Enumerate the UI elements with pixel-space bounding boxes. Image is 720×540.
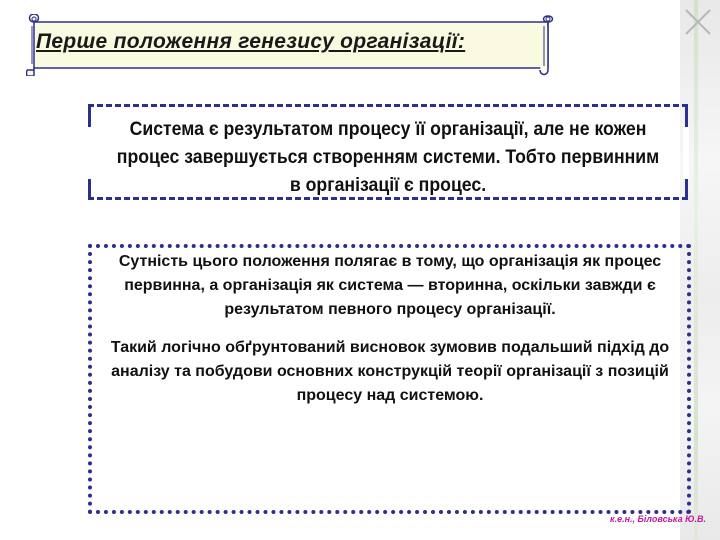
x-cross-icon — [684, 8, 712, 36]
explanation-paragraph-1: Сутність цього положення полягає в тому, що організація як процес первинна, а організація як система — вторинна, оскільки завжди є результатом певного процесу організації. — [118, 253, 662, 318]
author-credit: к.е.н., Біловська Ю.В. — [610, 514, 706, 524]
slide-title: Перше положення генезису організації: — [36, 30, 466, 53]
explanation-paragraph-2: Такий логічно обґрунтований висновок зумовив подальший підхід до аналізу та побудови основних конструкцій теорії організації з позицій процесу над системою. — [110, 339, 670, 404]
statement-text: Система є результатом процесу її організації, але не кожен процес завершується створенням системи. Тобто первинним в організації є процес. — [116, 119, 660, 196]
decoration-line — [694, 0, 698, 540]
